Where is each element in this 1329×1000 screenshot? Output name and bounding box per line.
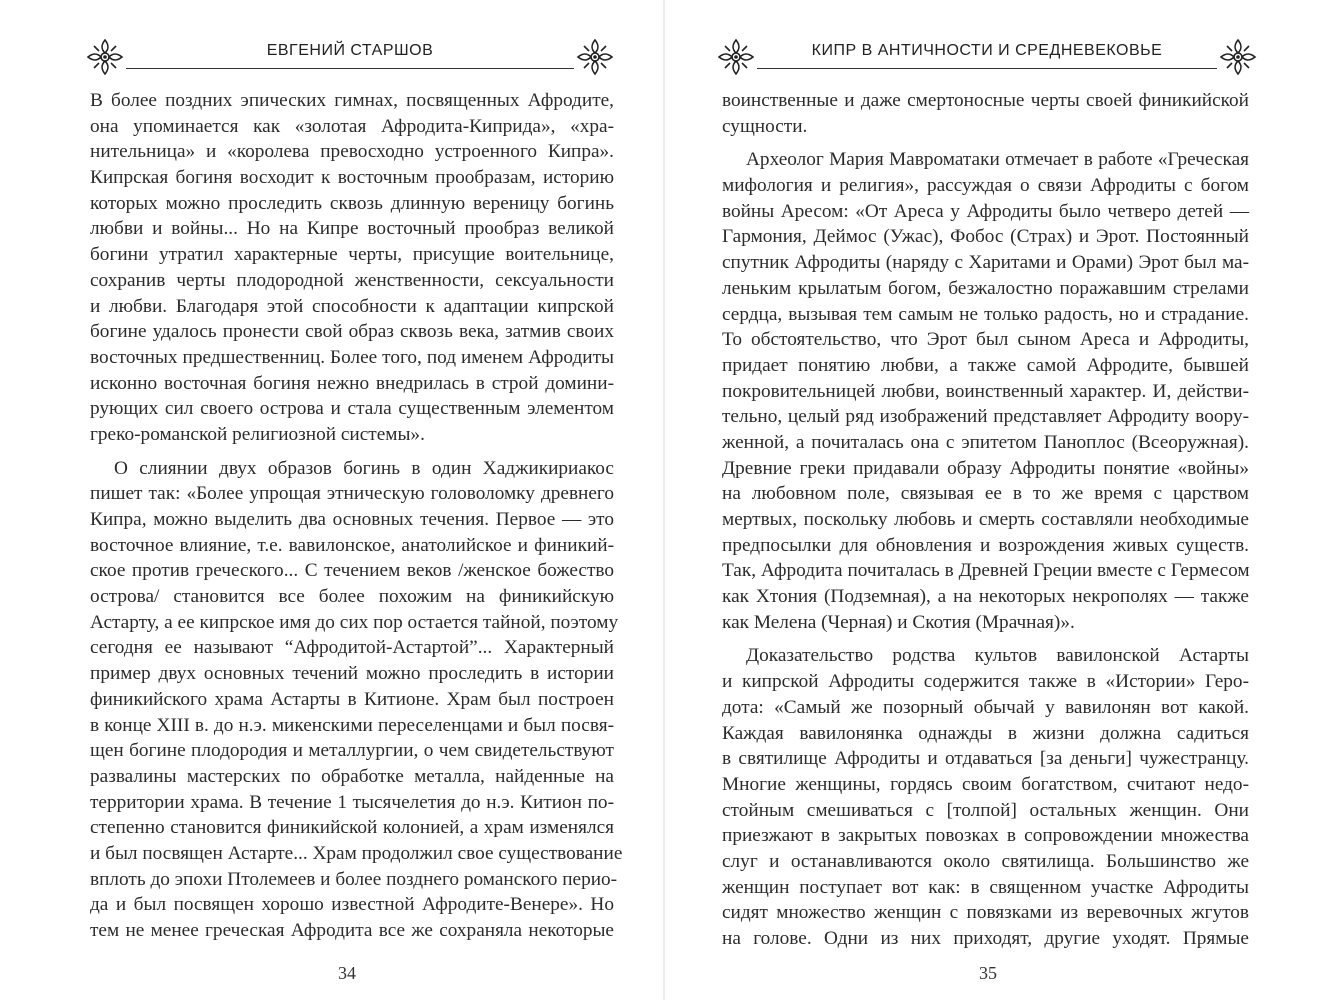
text-line: ское против греческого... С течением веков /женское божество bbox=[90, 560, 614, 582]
text-line: Астарту, а ее кипрское имя до сих пор остается тайной, поэтому bbox=[90, 611, 619, 633]
text-line: женщин поступает вот как: в священном участке Афродиты bbox=[722, 876, 1249, 898]
text-line: щен богине плодородия и металлургии, о чем свидетельствуют bbox=[90, 740, 614, 762]
running-header-title: ЕВГЕНИЙ СТАРШОВ bbox=[266, 42, 434, 59]
text-line: рующих сил своего острова и стала существенным элементом bbox=[90, 398, 614, 420]
text-line: сегодня ее называют “Афродитой-Астартой”... Характерный bbox=[90, 637, 614, 659]
text-line: воинственные и даже смертоносные черты своей финикийской bbox=[722, 90, 1249, 111]
text-line: восточных предшественниц. Более того, под именем Афродиты bbox=[90, 346, 614, 368]
text-line: на голове. Одни из них приходят, другие уходят. Прямые bbox=[722, 928, 1249, 949]
header-rule bbox=[757, 68, 1217, 69]
text-line: тем не менее греческая Афродита все же сохраняла некоторые bbox=[90, 920, 614, 941]
text-line: в конце XIII в. до н.э. микенскими переселенцами и был посвя- bbox=[90, 714, 614, 736]
text-line: стойным смешиваться с [толпой] остальных женщин. Они bbox=[722, 799, 1249, 821]
text-line: Доказательство родства культов вавилонской Астарты bbox=[746, 645, 1249, 667]
text-line: придает понятию любви, а также самой Афродите, бывшей bbox=[722, 354, 1249, 376]
text-line: на любовном поле, связывая ее в то же время с царством bbox=[722, 483, 1249, 505]
text-line: развалины мастерских по обработке металла, найденные на bbox=[90, 765, 614, 787]
text-line: женной, а почиталась она с эпитетом Паноплос (Всеоружная). bbox=[722, 431, 1249, 453]
page-number: 35 bbox=[979, 963, 997, 983]
text-line: дота: «Самый же позорный обычай у вавилонян вот какой. bbox=[722, 696, 1249, 718]
text-line: она упоминается как «золотая Афродита-Киприда», «хра- bbox=[90, 115, 614, 137]
paragraph-gap bbox=[722, 635, 1249, 643]
header-rule bbox=[126, 68, 574, 69]
text-line: финикийского храма Астарты в Китионе. Храм был построен bbox=[90, 688, 614, 710]
cross-ornament-icon bbox=[86, 38, 124, 76]
right-page bbox=[664, 0, 1329, 1000]
left-page bbox=[0, 0, 664, 1000]
paragraph bbox=[722, 88, 1249, 139]
text-line: и любви. Благодаря этой способности к адаптации кипрской bbox=[90, 295, 614, 317]
text-line: Так, Афродита почиталась в Древней Греции вместе с Гермесом bbox=[722, 560, 1250, 582]
paragraph bbox=[722, 643, 1249, 951]
text-line: сидят множество женщин с повязками из веревочных жгутов bbox=[722, 902, 1249, 924]
text-line: как Мелена (Черная) и Скотия (Мрачная)». bbox=[722, 611, 1075, 633]
right-body-text bbox=[722, 88, 1249, 952]
text-line: мертвых, поскольку любовь и смерть составляли необходимые bbox=[722, 509, 1249, 530]
left-running-header bbox=[86, 38, 614, 78]
text-line: пример двух основных течений можно проследить в истории bbox=[90, 663, 614, 685]
text-line: которых можно проследить сквозь длинную вереницу богинь bbox=[90, 192, 614, 214]
text-line: острова/ становится все более похожим на финикийскую bbox=[90, 586, 614, 608]
running-header-title: КИПР В АНТИЧНОСТИ И СРЕДНЕВЕКОВЬЕ bbox=[811, 42, 1163, 59]
text-line: любви и войны... Но на Кипре восточный прообраз великой bbox=[90, 218, 614, 240]
cross-ornament-icon bbox=[1219, 38, 1257, 76]
text-line: исконно восточная богиня нежно внедрилась в строй домини- bbox=[90, 372, 614, 394]
paragraph bbox=[722, 147, 1249, 635]
page-number: 34 bbox=[338, 963, 356, 983]
text-line: пишет так: «Более упрощая этническую головоломку древнего bbox=[90, 483, 614, 505]
text-line: леньким крылатым богом, безжалостно поражавшим стрелами bbox=[722, 277, 1249, 299]
text-line: Древние греки придавали образу Афродиты понятие «войны» bbox=[722, 457, 1249, 479]
text-line: Гармония, Деймос (Ужас), Фобос (Страх) и Эрот. Постоянный bbox=[722, 226, 1249, 248]
cross-ornament-icon bbox=[717, 38, 755, 76]
text-line: территории храма. В течение 1 тысячелетия до н.э. Китион по- bbox=[90, 791, 614, 813]
paragraph-gap bbox=[90, 448, 614, 456]
text-line: войны Аресом: «От Ареса у Афродиты было четверо детей — bbox=[722, 200, 1249, 222]
text-line: восточное влияние, т.е. вавилонское, анатолийское и финикий- bbox=[90, 534, 614, 556]
paragraph bbox=[90, 88, 614, 448]
text-line: да и был посвящен хорошо известной Афродите-Венере». Но bbox=[90, 894, 614, 916]
text-line: предпосылки для обновления и возрождения живых существ. bbox=[722, 534, 1249, 556]
right-running-header bbox=[717, 38, 1257, 78]
text-line: Кипрская богиня восходит к восточным прообразам, историю bbox=[90, 167, 614, 189]
text-line: степенно становится финикийской колонией, а храм изменялся bbox=[90, 817, 614, 839]
paragraph bbox=[90, 456, 623, 944]
text-line: сохранив черты плодородной женственности, сексуальности bbox=[90, 269, 614, 291]
text-line: сущности. bbox=[722, 115, 808, 137]
text-line: О слиянии двух образов богинь в один Хаджикириакос bbox=[114, 457, 614, 479]
text-line: Многие женщины, гордясь своим богатством, считают недо- bbox=[722, 773, 1249, 795]
left-body-text bbox=[90, 88, 623, 944]
text-line: Археолог Мария Мавроматаки отмечает в работе «Греческая bbox=[746, 149, 1249, 171]
text-line: и кипрской Афродиты содержится также в «Истории» Геро- bbox=[722, 671, 1249, 693]
text-line: нительница» и «королева превосходно устроенного Кипра». bbox=[90, 141, 614, 163]
text-line: покровительницей любви, воинственный характер. И, действи- bbox=[722, 380, 1249, 402]
cross-ornament-icon bbox=[576, 38, 614, 76]
text-line: и был посвящен Астарте... Храм продолжил свое существование bbox=[90, 842, 623, 864]
text-line: спутник Афродиты (наряду с Харитами и Орами) Эрот был ма- bbox=[722, 252, 1249, 274]
text-line: сердца, вызывая тем самым не только радость, но и страдание. bbox=[722, 303, 1249, 325]
text-line: тельно, целый ряд изображений представляет Афродиту воору- bbox=[722, 406, 1249, 428]
text-line: То обстоятельство, что Эрот был сыном Ареса и Афродиты, bbox=[722, 329, 1249, 351]
text-line: греко-романской религиозной системы». bbox=[90, 423, 425, 445]
text-line: вплоть до эпохи Птолемеев и более позднего романского перио- bbox=[90, 868, 618, 890]
paragraph-gap bbox=[722, 139, 1249, 147]
text-line: мифология и религия», рассуждая о связи Афродиты с богом bbox=[722, 175, 1249, 197]
text-line: как Хтония (Подземная), а на некоторых некрополях — также bbox=[722, 586, 1249, 608]
text-line: Каждая вавилонянка однажды в жизни должна садиться bbox=[722, 722, 1249, 744]
text-line: богине удалось пронести свой образ сквозь века, затмив своих bbox=[90, 321, 614, 343]
text-line: В более поздних эпических гимнах, посвященных Афродите, bbox=[90, 90, 614, 111]
text-line: приезжают в закрытых повозках в сопровождении множества bbox=[722, 825, 1249, 847]
text-line: богини утратил характерные черты, присущие воительнице, bbox=[90, 244, 614, 266]
text-line: в святилище Афродиты и отдаваться [за деньги] чужестранцу. bbox=[722, 748, 1249, 770]
text-line: слуг и останавливаются около святилища. Большинство же bbox=[722, 850, 1249, 872]
text-line: Кипра, можно выделить два основных течения. Первое — это bbox=[90, 509, 614, 530]
